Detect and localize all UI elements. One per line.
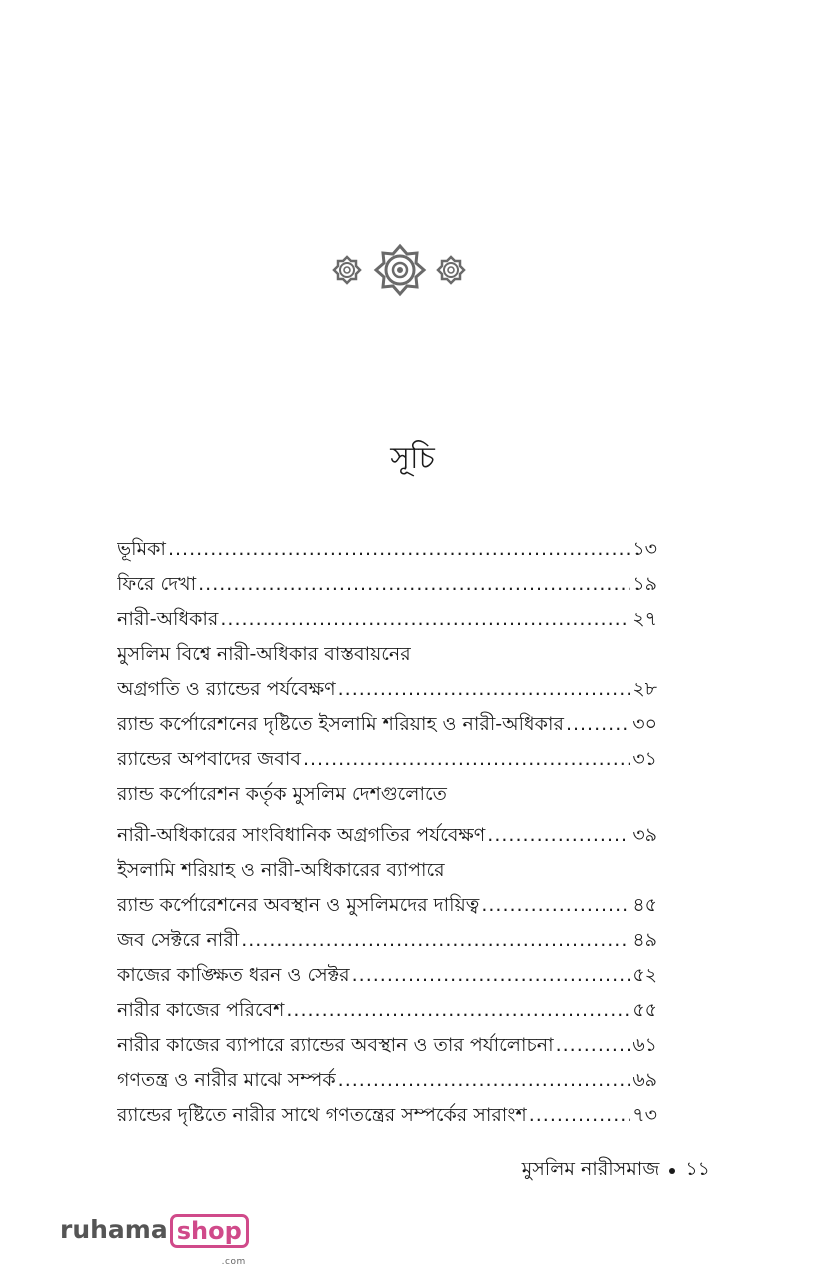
toc-entry-title: নারী-অধিকারের সাংবিধানিক অগ্রগতির পর্যবেক্ষণ bbox=[117, 818, 487, 853]
toc-entry-title: র‍্যান্ড কর্পোরেশনের অবস্থান ও মুসলিমদের দায়িত্ব bbox=[117, 888, 481, 923]
toc-entry[interactable] bbox=[117, 567, 657, 602]
toc-entry-page: ৬১ bbox=[632, 1034, 657, 1056]
page-title: সূচি bbox=[390, 441, 435, 476]
toc-entry-page: ৪৯ bbox=[632, 929, 657, 951]
toc-entry-title: নারীর কাজের ব্যাপারে র‍্যান্ডের অবস্থান ও তার পর্যালোচনা bbox=[117, 1028, 556, 1063]
toc-entry[interactable] bbox=[117, 602, 657, 637]
toc-entry-page: ৫২ bbox=[632, 964, 657, 986]
toc-entry-title: মুসলিম বিশ্বে নারী-অধিকার বাস্তবায়নের bbox=[117, 643, 411, 665]
toc-entry[interactable] bbox=[117, 1028, 657, 1063]
toc-entry-page: ৫৫ bbox=[632, 999, 657, 1021]
toc-entry-title: র‍্যান্ড কর্পোরেশনের দৃষ্টিতে ইসলামি শরিয়াহ ও নারী-অধিকার bbox=[117, 707, 566, 742]
toc-entry[interactable] bbox=[117, 742, 657, 777]
logo-domain: .com bbox=[221, 1257, 246, 1267]
toc-entry-title: ফিরে দেখা bbox=[117, 567, 198, 602]
logo-shop-box bbox=[170, 1214, 249, 1267]
toc-entry-page: ৩০ bbox=[632, 713, 657, 735]
toc-entry-page: ২৭ bbox=[632, 608, 657, 630]
toc-entry-title: ইসলামি শরিয়াহ ও নারী-অধিকারের ব্যাপারে bbox=[117, 859, 445, 881]
toc-entry-title: র‍্যান্ডের অপবাদের জবাব bbox=[117, 742, 303, 777]
toc-entry-heading bbox=[117, 777, 657, 812]
toc-entry-title: অগ্রগতি ও র‍্যান্ডের পর্যবেক্ষণ bbox=[117, 672, 338, 707]
toc-entry-page: ৩৯ bbox=[632, 824, 657, 846]
toc-entry-title: জব সেক্টরে নারী bbox=[117, 923, 241, 958]
toc-entry-title: কাজের কাঙ্ক্ষিত ধরন ও সেক্টর bbox=[117, 958, 352, 993]
toc-entry-title: নারীর কাজের পরিবেশ bbox=[117, 993, 286, 1028]
toc-entry-page: ১৩ bbox=[632, 538, 657, 560]
ornament-flower-icon bbox=[330, 242, 470, 298]
toc-entry-page: ১৯ bbox=[632, 573, 657, 595]
toc-entry-title: ভূমিকা bbox=[117, 532, 168, 567]
toc-entry-heading bbox=[117, 853, 657, 888]
toc-entry[interactable] bbox=[117, 532, 657, 567]
page-number: ১১ bbox=[685, 1158, 710, 1180]
toc-entry-title: নারী-অধিকার bbox=[117, 602, 220, 637]
toc-entry-heading bbox=[117, 637, 657, 672]
toc-entry-title: র‍্যান্ডের দৃষ্টিতে নারীর সাথে গণতন্ত্রের সম্পর্কের সারাংশ bbox=[117, 1098, 529, 1133]
toc-entry-page: ৪৫ bbox=[632, 894, 657, 916]
toc-entry-page: ৩১ bbox=[632, 748, 657, 770]
toc-entry[interactable] bbox=[117, 1063, 657, 1098]
page-footer bbox=[522, 1155, 710, 1187]
toc-entry[interactable] bbox=[117, 1098, 657, 1133]
toc-entry[interactable] bbox=[117, 993, 657, 1028]
toc-entry-page: ৭৩ bbox=[632, 1104, 657, 1126]
logo-brand: ruhama bbox=[60, 1215, 168, 1244]
watermark-logo bbox=[60, 1212, 249, 1267]
toc-entry-title: র‍্যান্ড কর্পোরেশন কর্তৃক মুসলিম দেশগুলোতে bbox=[117, 783, 447, 805]
bullet-separator bbox=[669, 1168, 675, 1174]
toc-entry-page: ৬৯ bbox=[632, 1069, 657, 1091]
toc-entry[interactable] bbox=[117, 707, 657, 742]
toc-entry[interactable] bbox=[117, 818, 657, 853]
toc-entry-page: ২৮ bbox=[632, 678, 657, 700]
toc-entry[interactable] bbox=[117, 958, 657, 993]
table-of-contents bbox=[117, 532, 657, 1133]
toc-entry[interactable] bbox=[117, 923, 657, 958]
toc-entry[interactable] bbox=[117, 888, 657, 923]
toc-entry[interactable] bbox=[117, 672, 657, 707]
logo-shop: shop bbox=[176, 1217, 242, 1245]
toc-entry-title: গণতন্ত্র ও নারীর মাঝে সম্পর্ক bbox=[117, 1063, 338, 1098]
running-title: মুসলিম নারীসমাজ bbox=[521, 1158, 660, 1180]
